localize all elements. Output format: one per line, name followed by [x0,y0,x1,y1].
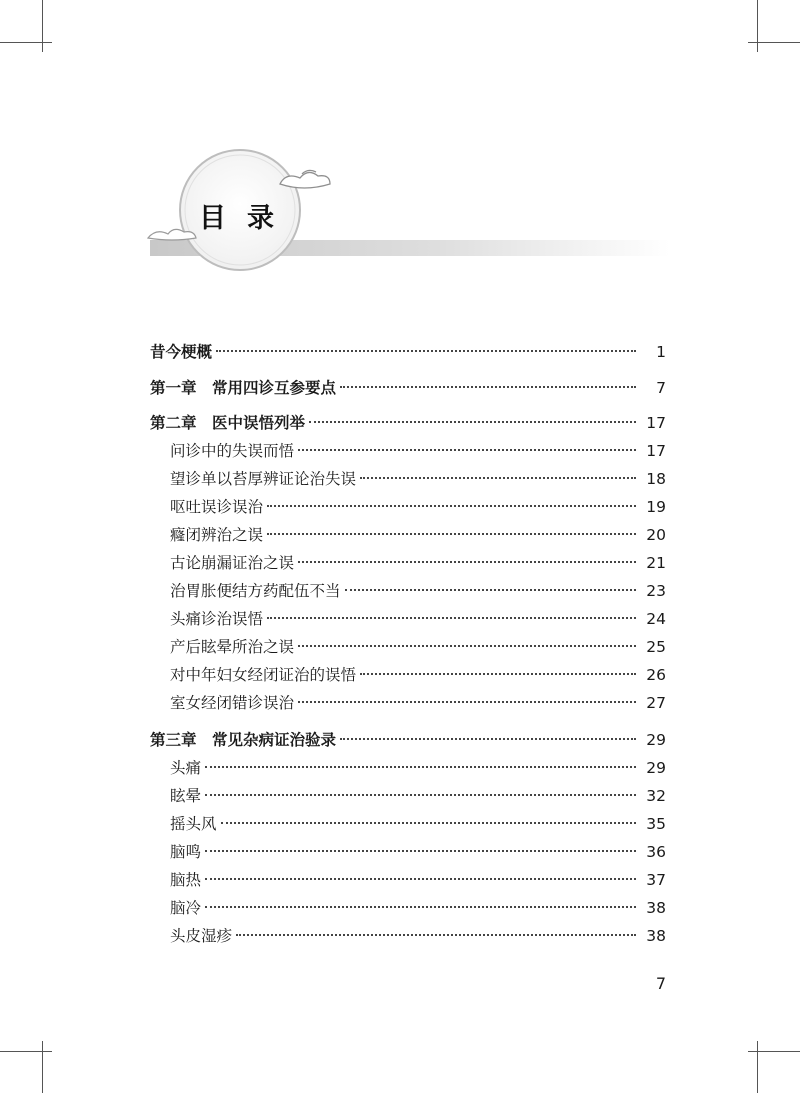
dot-leader [298,561,636,563]
toc-entry-page: 27 [646,694,666,712]
toc-entry-chapter-2[interactable] [150,411,666,435]
dot-leader [340,738,636,740]
toc-entry-title: 第一章 常用四诊互参要点 [150,379,337,397]
toc-entry-title: 产后眩晕所治之误 [170,638,295,656]
toc-entry-section[interactable] [170,868,666,892]
dot-leader [216,350,636,352]
dot-leader [267,505,636,507]
page-number: 7 [655,974,666,993]
toc-entry-title: 脑鸣 [170,843,202,861]
toc-entry-chapter-3[interactable] [150,728,666,752]
toc-entry-section[interactable] [170,663,666,687]
toc-entry-title: 头痛诊治误悟 [170,610,264,628]
toc-entry-page: 7 [656,379,666,397]
toc-entry-page: 17 [646,414,666,432]
dot-leader [360,673,636,675]
toc-entry-title: 治胃胀便结方药配伍不当 [170,582,341,600]
toc-entry-title: 对中年妇女经闭证治的误悟 [170,666,357,684]
toc-entry-section[interactable] [170,635,666,659]
toc-entry-page: 37 [646,871,666,889]
toc-entry-page: 19 [646,498,666,516]
toc-entry-page: 24 [646,610,666,628]
dot-leader [298,645,636,647]
toc-entry-page: 29 [646,759,666,777]
toc-entry-page: 35 [646,815,666,833]
dot-leader [360,477,636,479]
dot-leader [340,386,636,388]
toc-entry-section[interactable] [170,467,666,491]
toc-entry-section[interactable] [170,579,666,603]
toc-entry-title: 脑热 [170,871,202,889]
toc-entry-section[interactable] [170,551,666,575]
dot-leader [298,449,636,451]
toc-entry-page: 1 [656,343,666,361]
toc-entry-page: 21 [646,554,666,572]
toc-entry-page: 38 [646,927,666,945]
dot-leader [345,589,636,591]
toc-entry-title: 望诊单以苔厚辨证论治失误 [170,470,357,488]
toc-entry-title: 头皮湿疹 [170,927,233,945]
dot-leader [298,701,636,703]
toc-entry-section[interactable] [170,784,666,808]
toc-entry-page: 38 [646,899,666,917]
toc-entry-page: 36 [646,843,666,861]
toc-entry-page: 18 [646,470,666,488]
toc-entry-title: 脑冷 [170,899,202,917]
dot-leader [267,533,636,535]
toc-entry-page: 26 [646,666,666,684]
toc-entry-page: 23 [646,582,666,600]
toc-entry-title: 眩晕 [170,787,202,805]
toc-entry-section[interactable] [170,924,666,948]
toc-entry-page: 29 [646,731,666,749]
toc-entry-page: 20 [646,526,666,544]
dot-leader [205,878,636,880]
toc-entry-section[interactable] [170,495,666,519]
dot-leader [205,850,636,852]
toc-entry-chapter-1[interactable] [150,376,666,400]
toc-entry-section[interactable] [170,896,666,920]
toc-entry-section[interactable] [170,840,666,864]
dot-leader [205,766,636,768]
toc-entry-section[interactable] [170,756,666,780]
page-title-char-2: 录 [247,203,274,234]
dot-leader [205,794,636,796]
toc-entry-title: 摇头风 [170,815,217,833]
dot-leader [267,617,636,619]
page-title-char-1: 目 [199,203,226,234]
toc-entry-section[interactable] [170,439,666,463]
toc-entry-section[interactable] [170,812,666,836]
dot-leader [221,822,636,824]
toc-entry-intro[interactable] [150,340,666,364]
toc-entry-page: 25 [646,638,666,656]
toc-entry-title: 头痛 [170,759,202,777]
toc-entry-section[interactable] [170,607,666,631]
toc-entry-title: 问诊中的失误而悟 [170,442,295,460]
toc-entry-section[interactable] [170,691,666,715]
toc-entry-title: 第二章 医中误悟列举 [150,414,306,432]
toc-entry-title: 呕吐误诊误治 [170,498,264,516]
dot-leader [309,421,636,423]
toc-entry-title: 昔今梗概 [150,343,213,361]
toc-entry-title: 癃闭辨治之误 [170,526,264,544]
toc-entry-title: 室女经闭错诊误治 [170,694,295,712]
toc-entry-title: 第三章 常见杂病证治验录 [150,731,337,749]
dot-leader [205,906,636,908]
toc-entry-title: 古论崩漏证治之误 [170,554,295,572]
toc-entry-page: 17 [646,442,666,460]
toc-entry-page: 32 [646,787,666,805]
toc-entry-section[interactable] [170,523,666,547]
dot-leader [236,934,636,936]
